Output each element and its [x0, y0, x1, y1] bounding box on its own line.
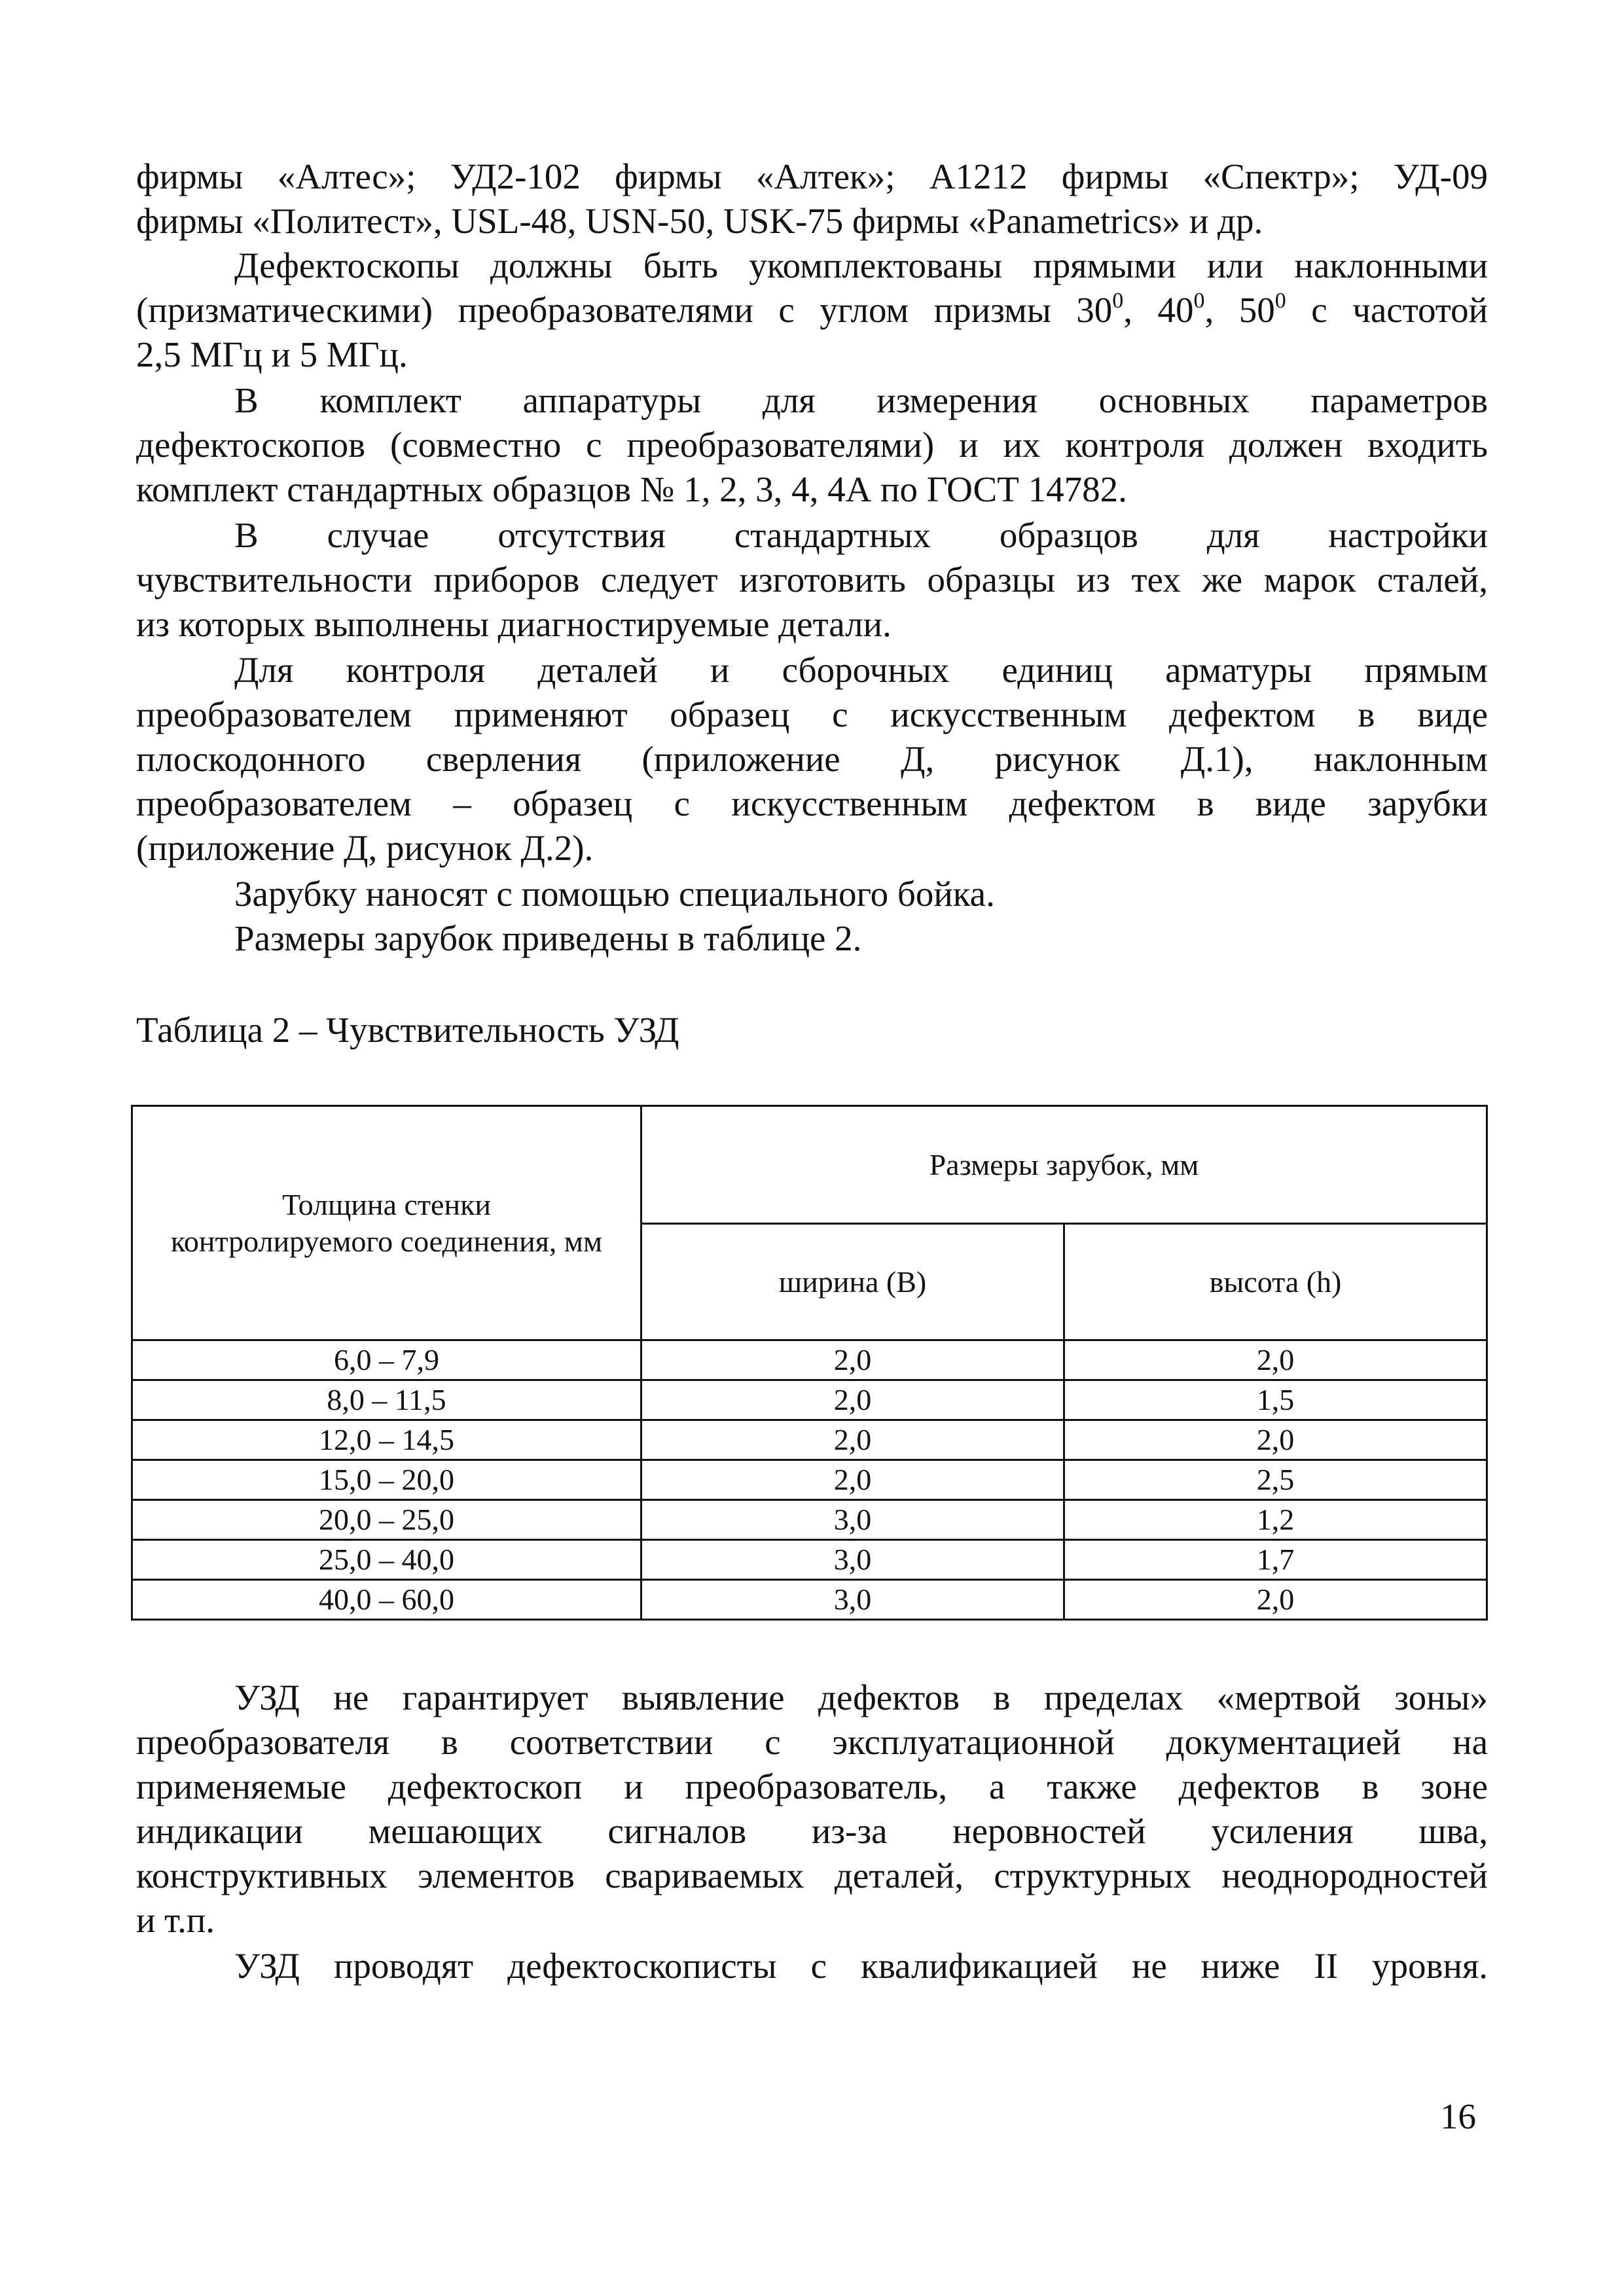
cell-thickness: 8,0 – 11,5	[132, 1380, 641, 1420]
cell-thickness: 20,0 – 25,0	[132, 1500, 641, 1540]
cell-thickness: 6,0 – 7,9	[132, 1340, 641, 1380]
text-line: плоскодонного сверления (приложение Д, рисунок Д.1), наклонным	[136, 739, 1488, 779]
table-row	[132, 1580, 1487, 1620]
text-line: применяемые дефектоскоп и преобразователь, а также дефектов в зоне	[136, 1767, 1488, 1806]
text-line: и т.п.	[136, 1900, 215, 1940]
cell-thickness: 25,0 – 40,0	[132, 1540, 641, 1580]
text-line: чувствительности приборов следует изготовить образцы из тех же марок сталей,	[136, 560, 1488, 600]
text-line: УЗД проводят дефектоскописты с квалификацией не ниже II уровня.	[234, 1946, 1488, 1986]
table-row	[132, 1500, 1487, 1540]
header-notch-width: ширина (B)	[641, 1224, 1064, 1340]
cell-height: 2,0	[1064, 1340, 1487, 1380]
text-line: комплект стандартных образцов № 1, 2, 3, 4, 4А по ГОСТ 14782.	[136, 469, 1127, 509]
table-row	[132, 1420, 1487, 1460]
header-notch-height: высота (h)	[1064, 1224, 1487, 1340]
text-line: УЗД не гарантирует выявление дефектов в пределах «мертвой зоны»	[234, 1677, 1488, 1717]
text-line: 2,5 МГц и 5 МГц.	[136, 334, 408, 374]
sensitivity-table	[131, 1105, 1488, 1621]
text-line: фирмы «Алтес»; УД2-102 фирмы «Алтек»; А1212 фирмы «Спектр»; УД-09	[136, 156, 1488, 196]
cell-thickness: 40,0 – 60,0	[132, 1580, 641, 1620]
cell-height: 1,5	[1064, 1380, 1487, 1420]
cell-width: 2,0	[641, 1380, 1064, 1420]
cell-width: 3,0	[641, 1580, 1064, 1620]
text-line: дефектоскопов (совместно с преобразователями) и их контроля должен входить	[136, 425, 1488, 465]
cell-height: 1,2	[1064, 1500, 1487, 1540]
text-line: фирмы «Политест», USL-48, USN-50, USK-75 фирмы «Panametrics» и др.	[136, 201, 1263, 241]
text-line-with-degrees: (призматическими) преобразователями с углом призмы $30^0$, $40^0$, $50^0$ с частотой	[136, 289, 1489, 330]
text-line: преобразователем применяют образец с искусственным дефектом в виде	[136, 694, 1488, 734]
table-row	[132, 1540, 1487, 1580]
cell-width: 2,0	[641, 1420, 1064, 1460]
cell-height: 2,5	[1064, 1460, 1487, 1500]
text-line: Зарубку наносят с помощью специального бойка.	[234, 874, 995, 914]
text-line: индикации мешающих сигналов из-за неровностей усиления шва,	[136, 1811, 1488, 1851]
degree-mark: 0	[1112, 289, 1124, 313]
page-number: 16	[1440, 2096, 1476, 2136]
cell-height: 1,7	[1064, 1540, 1487, 1580]
table-caption: Таблица 2 – Чувствительность УЗД	[136, 1010, 679, 1050]
header-wall-thickness: Толщина стенки контролируемого соединения, мм	[132, 1106, 641, 1340]
table-row	[132, 1340, 1487, 1380]
text-line: преобразователем – образец с искусственным дефектом в виде зарубки	[136, 783, 1488, 823]
degree-mark: 0	[1193, 289, 1205, 313]
text-line: В случае отсутствия стандартных образцов для настройки	[234, 515, 1488, 555]
text-line: (приложение Д, рисунок Д.2).	[136, 828, 594, 868]
cell-height: 2,0	[1064, 1420, 1487, 1460]
cell-height: 2,0	[1064, 1580, 1487, 1620]
text-line: Размеры зарубок приведены в таблице 2.	[234, 918, 862, 958]
text-line: из которых выполнены диагностируемые детали.	[136, 604, 892, 644]
cell-thickness: 15,0 – 20,0	[132, 1460, 641, 1500]
cell-width: 2,0	[641, 1460, 1064, 1500]
text-line: В комплект аппаратуры для измерения основных параметров	[234, 380, 1488, 420]
cell-width: 3,0	[641, 1540, 1064, 1580]
table-row	[132, 1380, 1487, 1420]
text-line: конструктивных элементов свариваемых деталей, структурных неоднородностей	[136, 1856, 1488, 1895]
cell-width: 2,0	[641, 1340, 1064, 1380]
text-line: Дефектоскопы должны быть укомплектованы прямыми или наклонными	[234, 245, 1488, 285]
text-line: преобразователя в соответствии с эксплуатационной документацией на	[136, 1722, 1488, 1762]
header-notch-sizes: Размеры зарубок, мм	[641, 1106, 1487, 1224]
cell-width: 3,0	[641, 1500, 1064, 1540]
text-line: Для контроля деталей и сборочных единиц арматуры прямым	[234, 650, 1488, 690]
degree-mark: 0	[1274, 289, 1286, 313]
cell-thickness: 12,0 – 14,5	[132, 1420, 641, 1460]
table-row	[132, 1460, 1487, 1500]
